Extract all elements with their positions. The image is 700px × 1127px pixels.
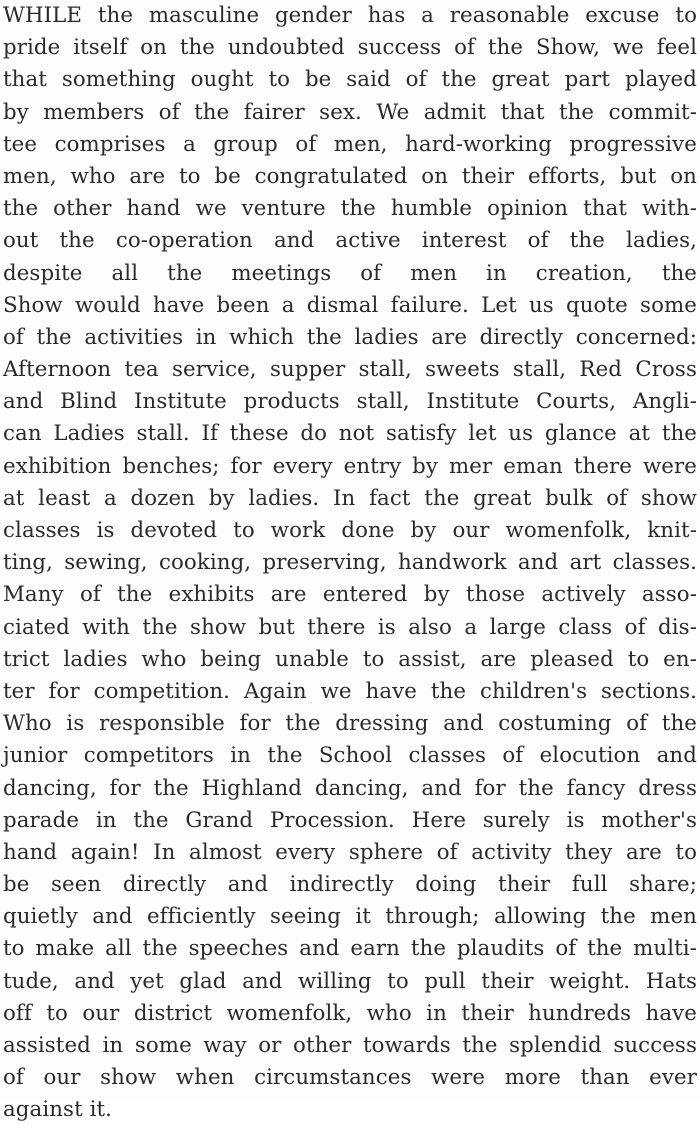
text-line: WHILE the masculine gender has a reasonable excuse to xyxy=(3,3,697,28)
text-line: Show would have been a dismal failure. Let us quote some xyxy=(3,292,697,318)
text-line: ciated with the show but there is also a large class of dis- xyxy=(3,614,697,640)
text-line: dancing, for the Highland dancing, and for the fancy dress xyxy=(3,775,697,801)
text-line: of our show when circumstances were more than ever xyxy=(3,1065,697,1091)
text-line: be seen directly and indirectly doing their full share; xyxy=(3,872,697,898)
text-line: against it. xyxy=(3,1097,113,1123)
text-line: junior competitors in the School classes of elocution and xyxy=(3,743,697,769)
text-line: at least a dozen by ladies. In fact the great bulk of show xyxy=(3,485,697,511)
text-line: pride itself on the undoubted success of the Show, we feel xyxy=(3,35,697,61)
text-line: ter for competition. Again we have the children's sections. xyxy=(3,678,697,704)
text-line: assisted in some way or other towards the splendid success xyxy=(3,1033,697,1058)
text-line: out the co-operation and active interest of the ladies, xyxy=(3,228,697,254)
text-line: exhibition benches; for every entry by mer eman there were xyxy=(3,453,697,479)
text-line: parade in the Grand Procession. Here surely is mother's xyxy=(3,807,697,833)
article-body xyxy=(3,0,697,1127)
text-line: off to our district womenfolk, who in their hundreds have xyxy=(3,1000,697,1026)
text-line: that something ought to be said of the great part played xyxy=(3,67,697,93)
text-line: to make all the speeches and earn the plaudits of the multi- xyxy=(3,936,697,962)
text-line: tee comprises a group of men, hard-working progressive xyxy=(3,131,697,157)
text-line: ting, sewing, cooking, preserving, handwork and art classes. xyxy=(3,550,697,576)
text-line: the other hand we venture the humble opinion that with- xyxy=(3,196,697,222)
text-line: men, who are to be congratulated on their efforts, but on xyxy=(3,163,697,189)
text-line: classes is devoted to work done by our womenfolk, knit- xyxy=(3,518,697,543)
text-line: trict ladies who being unable to assist, are pleased to en- xyxy=(3,646,697,672)
text-line: despite all the meetings of men in creation, the xyxy=(3,260,697,286)
text-line: Many of the exhibits are entered by those actively asso- xyxy=(3,582,697,608)
text-line: and Blind Institute products stall, Institute Courts, Angli- xyxy=(3,389,697,415)
text-line: by members of the fairer sex. We admit that the commit- xyxy=(3,99,697,125)
text-line: quietly and efficiently seeing it through; allowing the men xyxy=(3,904,697,930)
text-line: can Ladies stall. If these do not satisfy let us glance at the xyxy=(3,421,697,447)
text-line: hand again! In almost every sphere of activity they are to xyxy=(3,839,697,865)
text-line: tude, and yet glad and willing to pull their weight. Hats xyxy=(3,968,697,994)
text-line: Afternoon tea service, supper stall, sweets stall, Red Cross xyxy=(3,357,697,383)
text-line: of the activities in which the ladies are directly concerned: xyxy=(3,324,697,350)
text-line: Who is responsible for the dressing and costuming of the xyxy=(3,711,697,737)
